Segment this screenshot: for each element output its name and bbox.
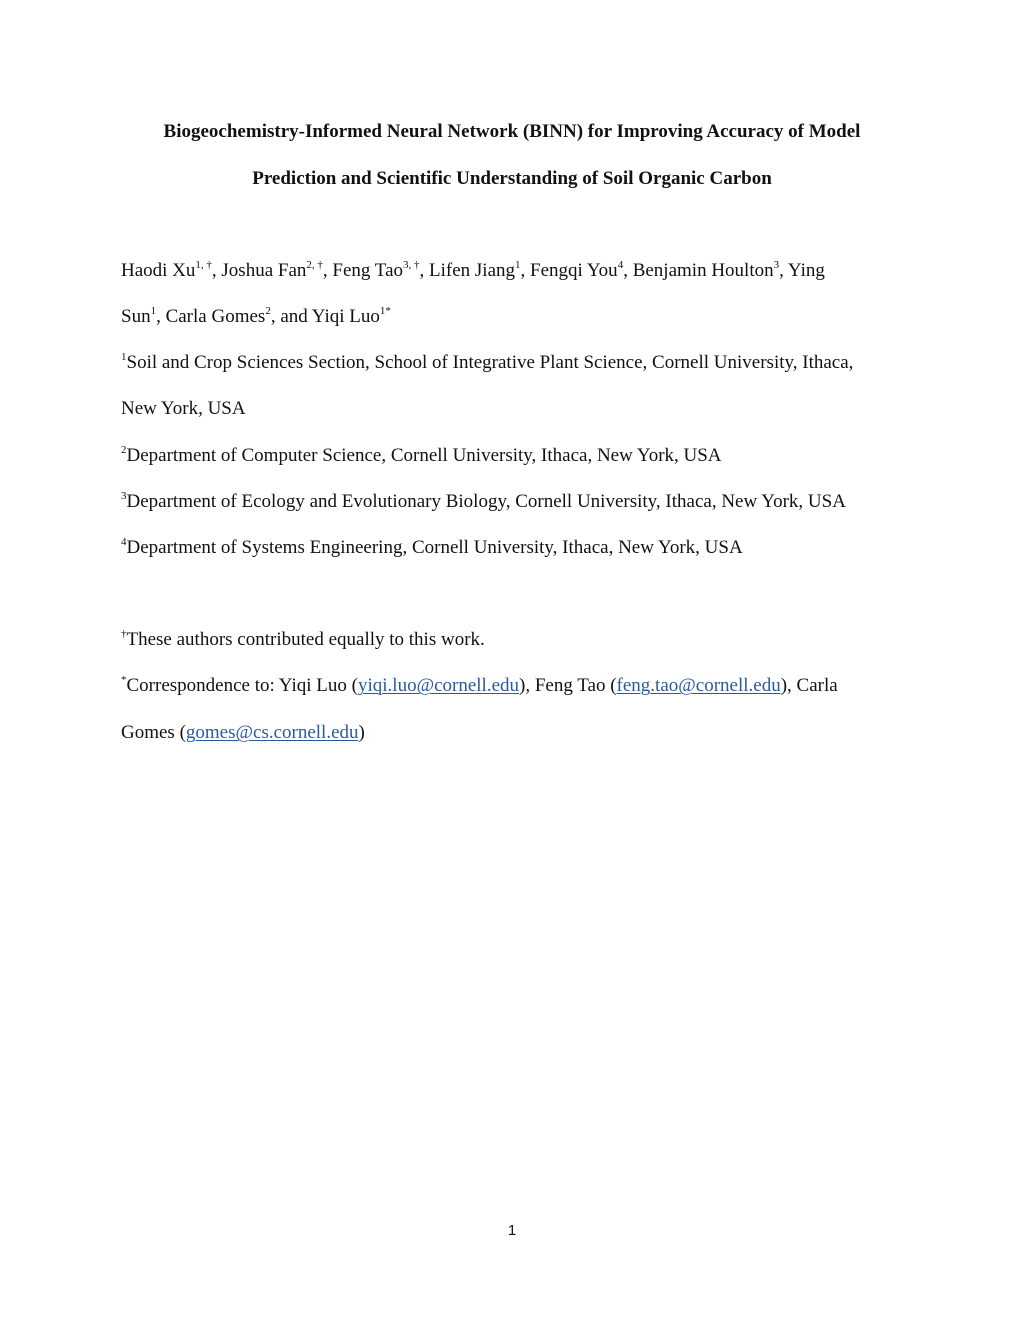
affiliation-number: 3	[121, 490, 127, 502]
paper-title-line-2: Prediction and Scientific Understanding of Soil Organic Carbon	[252, 168, 772, 189]
author-separator: ,	[779, 260, 788, 281]
author-separator: ,	[211, 260, 222, 281]
affiliation-text: Soil and Crop Sciences Section, School of Integrative Plant Science, Cornell University, Ithaca,	[126, 352, 854, 373]
author-name: Yiqi Luo	[311, 306, 380, 327]
paper-title-line-1: Biogeochemistry-Informed Neural Network (BINN) for Improving Accuracy of Model	[163, 121, 861, 142]
author-name: Haodi Xu	[121, 260, 196, 281]
author-name: Carla Gomes	[165, 306, 266, 327]
affiliation-text: Department of Ecology and Evolutionary Biology, Cornell University, Ithaca, New York, USA	[126, 491, 846, 512]
author-separator: ,	[520, 260, 531, 281]
page-number: 1	[507, 1222, 517, 1239]
author-affiliation-mark: 3, †	[403, 259, 420, 271]
author-separator: ,	[322, 260, 333, 281]
affiliation-1-continued: New York, USA	[121, 398, 246, 419]
author-name: Lifen Jiang	[429, 260, 516, 281]
author-conjunction: and	[280, 306, 312, 327]
author-affiliation-mark: 1	[515, 259, 521, 271]
author-affiliation-mark: 3	[773, 259, 780, 271]
affiliation-3	[121, 490, 846, 514]
author-name: Fengqi You	[530, 260, 618, 281]
author-name: Benjamin Houlton	[632, 260, 774, 281]
note-text: These authors contributed equally to this work.	[126, 629, 485, 650]
email-link-luo[interactable]: yiqi.luo@cornell.edu	[357, 675, 520, 696]
asterisk-mark: *	[121, 674, 127, 686]
author-list-line-1	[121, 259, 825, 283]
equal-contribution-note	[121, 628, 485, 652]
author-affiliation-mark: 2	[265, 305, 271, 317]
author-name: Feng Tao	[332, 260, 404, 281]
author-affiliation-mark: 1*	[379, 305, 391, 317]
correspondence-line-1	[121, 674, 838, 698]
affiliation-text: Department of Computer Science, Cornell University, Ithaca, New York, USA	[126, 445, 722, 466]
author-separator: ,	[156, 306, 166, 327]
email-link-tao[interactable]: feng.tao@cornell.edu	[616, 675, 781, 696]
author-separator: ,	[623, 260, 633, 281]
affiliation-2	[121, 444, 722, 468]
correspondence-text: )	[358, 722, 365, 743]
dagger-mark: †	[121, 628, 127, 640]
author-separator: ,	[270, 306, 281, 327]
correspondence-text: ), Feng Tao (	[519, 675, 617, 696]
author-name: Joshua Fan	[221, 260, 307, 281]
correspondence-text: Correspondence to: Yiqi Luo (	[126, 675, 358, 696]
author-affiliation-mark: 4	[617, 259, 624, 271]
correspondence-text: Gomes (	[121, 722, 186, 743]
author-affiliation-mark: 1	[150, 305, 157, 317]
author-separator: ,	[419, 260, 430, 281]
affiliation-number: 1	[121, 351, 127, 363]
correspondence-text: ), Carla	[780, 675, 838, 696]
author-affiliation-mark: 2, †	[306, 259, 323, 271]
author-list-line-2	[121, 305, 391, 329]
affiliation-number: 2	[121, 444, 127, 456]
affiliation-number: 4	[121, 536, 127, 548]
correspondence-line-2	[121, 721, 365, 745]
affiliation-text: Department of Systems Engineering, Cornell University, Ithaca, New York, USA	[126, 537, 743, 558]
email-link-gomes[interactable]: gomes@cs.cornell.edu	[185, 722, 359, 743]
author-name-part: Ying	[787, 260, 825, 281]
author-name-part: Sun	[121, 306, 151, 327]
affiliation-1	[121, 351, 853, 375]
author-affiliation-mark: 1, †	[195, 259, 212, 271]
affiliation-4	[121, 536, 743, 560]
